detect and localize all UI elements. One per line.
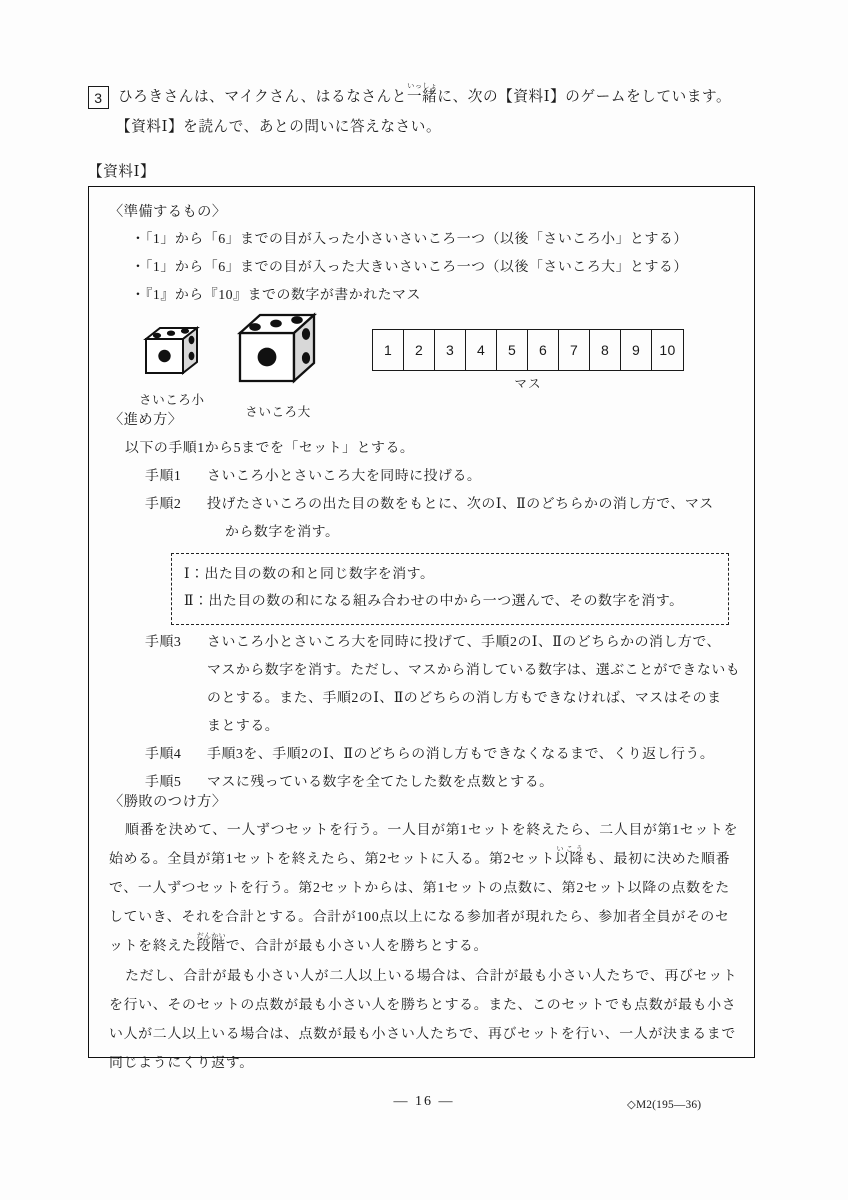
step-text-line: のとする。また、手順2のⅠ、Ⅱのどちらの消し方もできなければ、マスはそのま [207, 691, 722, 706]
step-text-line: マスから数字を消す。ただし、マスから消している数字は、選ぶことができないも [207, 663, 741, 678]
prepare-item: ・「1」から「6」までの目が入った大きいさいころ一つ（以後「さいころ大」とする） [131, 260, 688, 275]
die-small-caption: さいころ小 [139, 393, 205, 407]
intro-text-2: 【資料Ⅰ】を読んで、あとの問いに答えなさい。 [116, 119, 442, 135]
figures-row [89, 309, 754, 419]
procedure-heading: 〈進め方〉 [109, 412, 183, 428]
number-grid [372, 329, 684, 371]
question-intro [88, 82, 768, 142]
procedure-section [109, 409, 739, 797]
prepare-item: ・『1』から『10』までの数字が書かれたマス [131, 288, 421, 303]
intro-line-1 [88, 82, 768, 112]
step-text-line: 投げたさいころの出た目の数をもとに、次のⅠ、Ⅱのどちらかの消し方で、マス [207, 497, 714, 512]
grid-cell: 5 [497, 330, 528, 370]
shiryou-label: 【資料Ⅰ】 [88, 164, 156, 180]
step-label: 手順4 [145, 747, 182, 762]
grid-cell: 9 [621, 330, 652, 370]
footer-code: ◇M2(195—36) [627, 1099, 702, 1111]
step-text: マスに残っている数字を全てたした数を点数とする。 [207, 775, 554, 790]
die-large-figure [234, 309, 322, 420]
procedure-step [145, 741, 739, 769]
procedure-step [145, 491, 739, 547]
page-number: — 16 — [393, 1094, 455, 1109]
number-grid-figure [372, 329, 684, 392]
step-label: 手順5 [145, 775, 182, 790]
die-large-caption: さいころ大 [245, 405, 311, 419]
step-text: さいころ小とさいころ大を同時に投げる。 [207, 469, 482, 484]
ruby-ikou: 以降いこう [555, 845, 585, 867]
die-large-icon [234, 309, 322, 393]
grid-cell: 6 [528, 330, 559, 370]
grid-caption: マス [514, 377, 542, 391]
material-frame [88, 186, 755, 1071]
erase-rule-2: Ⅱ：出た目の数の和になる組み合わせの中から一つ選んで、その数字を消す。 [184, 594, 684, 609]
grid-cell: 8 [590, 330, 621, 370]
erase-rule-1: Ⅰ：出た目の数の和と同じ数字を消す。 [184, 567, 435, 582]
grid-cell: 7 [559, 330, 590, 370]
step-text-line: さいころ小とさいころ大を同時に投げて、手順2のⅠ、Ⅱのどちらかの消し方で、 [207, 635, 721, 650]
step-text: 手順3を、手順2のⅠ、Ⅱのどちらの消し方もできなくなるまで、くり返し行う。 [207, 747, 715, 762]
erase-rules-box [171, 553, 729, 625]
step-text-line: まとする。 [207, 719, 280, 734]
intro-line-2 [116, 112, 768, 142]
winner-paragraph-2: ただし、合計が最も小さい人が二人以上いる場合は、合計が最も小さい人たちで、再びセットを行い、そのセットの点数が最も小さい人を勝ちとする。また、このセットでも点数が最も小さい人が二人以上いる場合は、点数が最も小さい人たちで、再びセットを行い、一人が決まるまで同じようにくり返す。 [109, 969, 738, 1071]
ruby-issho: 一緒いっしょ [406, 82, 438, 105]
die-small-figure [139, 323, 204, 408]
prepare-item: ・「1」から「6」までの目が入った小さいさいころ一つ（以後「さいころ小」とする） [131, 232, 688, 247]
step-text-cont: から数字を消す。 [225, 525, 340, 540]
intro-text-1: ひろきさんは、マイクさん、はるなさんと一緒いっしょに、次の【資料Ⅰ】のゲームをしています。 [118, 82, 732, 105]
step-text [207, 491, 739, 547]
grid-cell: 10 [659, 342, 676, 358]
step-label: 手順3 [145, 635, 182, 650]
winner-paragraph-1: 順番を決めて、一人ずつセットを行う。一人目が第1セットを終えたら、二人目が第1セットを始める。全員が第1セットを終えたら、第2セットに入る。第2セット以降いこうも、最初に決めた順番で、一人ずつセットを行う。第2セットからは、第1セットの点数に、第2セット以降の点数をたしていき、それを合計とする。合計が100点以上になる参加者が現れたら、参加者全員がそのセットを終えた段階だんかいで、合計が最も小さい人を勝ちとする。 [109, 823, 739, 954]
grid-cell: 3 [435, 330, 466, 370]
grid-cell: 2 [404, 330, 435, 370]
winner-section [109, 791, 741, 1078]
ruby-dankai: 段階だんかい [196, 932, 226, 954]
prepare-heading: 〈準備するもの〉 [109, 204, 227, 220]
step-text [207, 629, 740, 741]
die-small-icon [141, 323, 203, 381]
step-label: 手順1 [145, 469, 182, 484]
procedure-step [145, 463, 739, 491]
step-label: 手順2 [145, 497, 182, 512]
procedure-step [145, 629, 739, 741]
grid-cell: 4 [466, 330, 497, 370]
prepare-section [109, 201, 688, 310]
procedure-lead: 以下の手順1から5までを「セット」とする。 [125, 441, 415, 456]
question-number-box: 3 [88, 86, 109, 109]
prepare-items [131, 226, 688, 310]
grid-cell: 1 [373, 330, 404, 370]
winner-heading: 〈勝敗のつけ方〉 [109, 794, 227, 810]
